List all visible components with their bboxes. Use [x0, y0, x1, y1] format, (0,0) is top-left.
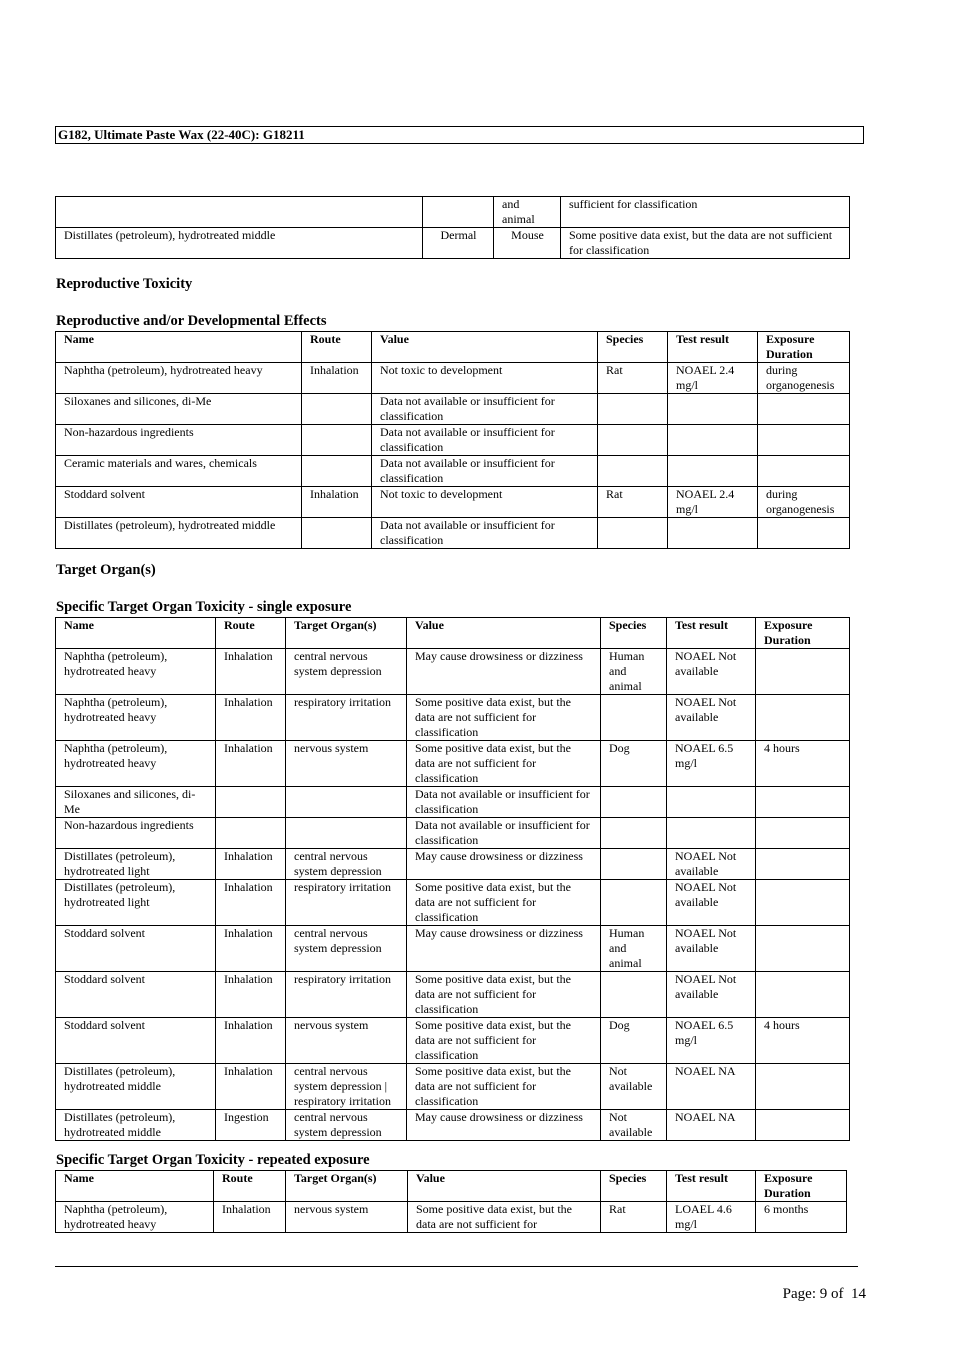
table-cell: Distillates (petroleum), hydrotreated light: [56, 880, 216, 926]
table-cell: NOAEL 6.5 mg/l: [667, 741, 756, 787]
table-cell: [756, 787, 850, 818]
cell: [56, 197, 423, 228]
column-header: Value: [407, 618, 601, 649]
column-header: Exposure Duration: [756, 618, 850, 649]
column-header: Target Organ(s): [286, 618, 407, 649]
column-header: Test result: [667, 618, 756, 649]
repeated-exposure-heading: Specific Target Organ Toxicity - repeated exposure: [56, 1152, 370, 1168]
table-row: [56, 818, 850, 849]
table-cell: [598, 425, 668, 456]
table-cell: Human and animal: [601, 649, 667, 695]
table-cell: NOAEL 6.5 mg/l: [667, 1018, 756, 1064]
table-cell: Distillates (petroleum), hydrotreated light: [56, 849, 216, 880]
table-cell: [302, 456, 372, 487]
table-cell: Not toxic to development: [372, 487, 598, 518]
table-cell: [601, 695, 667, 741]
table-cell: Inhalation: [216, 649, 286, 695]
table-cell: [758, 456, 850, 487]
table-cell: during organogenesis: [758, 487, 850, 518]
table-cell: Naphtha (petroleum), hydrotreated heavy: [56, 363, 302, 394]
table-cell: central nervous system depression: [286, 926, 407, 972]
table-row: [56, 741, 850, 787]
table-cell: [601, 972, 667, 1018]
table-cell: [756, 818, 850, 849]
footer-divider: [55, 1266, 858, 1267]
table-cell: Naphtha (petroleum), hydrotreated heavy: [56, 1202, 214, 1233]
column-header: Species: [601, 618, 667, 649]
table-cell: NOAEL 2.4 mg/l: [668, 363, 758, 394]
table-cell: May cause drowsiness or dizziness: [407, 926, 601, 972]
continued-table: [55, 196, 850, 259]
column-header: Value: [372, 332, 598, 363]
table-cell: Rat: [598, 363, 668, 394]
table-cell: Not available: [601, 1064, 667, 1110]
table-cell: [756, 649, 850, 695]
table-cell: Ingestion: [216, 1110, 286, 1141]
table-cell: NOAEL NA: [667, 1064, 756, 1110]
table-cell: [756, 849, 850, 880]
table-cell: Non-hazardous ingredients: [56, 818, 216, 849]
table-cell: 4 hours: [756, 1018, 850, 1064]
table-cell: [756, 972, 850, 1018]
table-row: [56, 1202, 847, 1233]
table-cell: [302, 394, 372, 425]
table-cell: Distillates (petroleum), hydrotreated middle: [56, 1110, 216, 1141]
table-cell: [758, 425, 850, 456]
column-header: Test result: [667, 1171, 756, 1202]
table-row: [56, 518, 850, 549]
table-row: [56, 972, 850, 1018]
table-row: [56, 849, 850, 880]
table-cell: Human and animal: [601, 926, 667, 972]
table-cell: Inhalation: [216, 880, 286, 926]
target-organs-heading: Target Organ(s): [56, 562, 156, 578]
single-exposure-heading: Specific Target Organ Toxicity - single exposure: [56, 599, 352, 615]
table-cell: [756, 926, 850, 972]
table-cell: Stoddard solvent: [56, 926, 216, 972]
table-row: [56, 695, 850, 741]
table-cell: Some positive data exist, but the data are not sufficient for classification: [407, 1018, 601, 1064]
table-row: [56, 228, 850, 259]
table-row: [56, 926, 850, 972]
table-cell: Inhalation: [216, 1018, 286, 1064]
table-cell: central nervous system depression: [286, 1110, 407, 1141]
table-cell: Naphtha (petroleum), hydrotreated heavy: [56, 695, 216, 741]
table-cell: [216, 787, 286, 818]
table-cell: [668, 394, 758, 425]
table-row: [56, 649, 850, 695]
table-cell: NOAEL Not available: [667, 649, 756, 695]
column-header: Name: [56, 332, 302, 363]
table-cell: Inhalation: [216, 849, 286, 880]
table-row: [56, 1110, 850, 1141]
table-row: [56, 363, 850, 394]
table-cell: [756, 1064, 850, 1110]
table-cell: [598, 394, 668, 425]
table-cell: Some positive data exist, but the data are not sufficient for classification: [407, 880, 601, 926]
table-cell: Data not available or insufficient for classification: [372, 425, 598, 456]
table-cell: Stoddard solvent: [56, 972, 216, 1018]
table-cell: 4 hours: [756, 741, 850, 787]
table-cell: [601, 880, 667, 926]
table-cell: Inhalation: [302, 487, 372, 518]
cell: [423, 197, 494, 228]
table-cell: Ceramic materials and wares, chemicals: [56, 456, 302, 487]
table-cell: [601, 849, 667, 880]
table-cell: central nervous system depression | respiratory irritation: [286, 1064, 407, 1110]
table-cell: NOAEL 2.4 mg/l: [668, 487, 758, 518]
table-cell: 6 months: [756, 1202, 847, 1233]
table-cell: respiratory irritation: [286, 695, 407, 741]
table-cell: central nervous system depression: [286, 649, 407, 695]
table-cell: [598, 518, 668, 549]
table-row: [56, 787, 850, 818]
table-cell: Not toxic to development: [372, 363, 598, 394]
table-cell: [302, 518, 372, 549]
document-header: G182, Ultimate Paste Wax (22-40C): G18211: [55, 126, 864, 144]
table-cell: NOAEL Not available: [667, 849, 756, 880]
cell: Mouse: [494, 228, 561, 259]
reproductive-toxicity-heading: Reproductive Toxicity: [56, 276, 193, 292]
table-cell: Inhalation: [216, 972, 286, 1018]
table-cell: May cause drowsiness or dizziness: [407, 649, 601, 695]
table-cell: [668, 518, 758, 549]
table-cell: [668, 456, 758, 487]
table-cell: respiratory irritation: [286, 972, 407, 1018]
column-header: Exposure Duration: [758, 332, 850, 363]
table-cell: NOAEL Not available: [667, 695, 756, 741]
table-cell: [216, 818, 286, 849]
table-cell: [756, 1110, 850, 1141]
column-header: Target Organ(s): [286, 1171, 408, 1202]
cell: Dermal: [423, 228, 494, 259]
table-cell: central nervous system depression: [286, 849, 407, 880]
table-cell: May cause drowsiness or dizziness: [407, 1110, 601, 1141]
reproductive-effects-heading: Reproductive and/or Developmental Effects: [56, 313, 327, 329]
table-cell: Siloxanes and silicones, di-Me: [56, 394, 302, 425]
table-cell: [598, 456, 668, 487]
table-cell: Naphtha (petroleum), hydrotreated heavy: [56, 649, 216, 695]
table-cell: Distillates (petroleum), hydrotreated middle: [56, 518, 302, 549]
table-cell: Rat: [598, 487, 668, 518]
table-cell: nervous system: [286, 1202, 408, 1233]
table-cell: Inhalation: [214, 1202, 286, 1233]
table-cell: nervous system: [286, 1018, 407, 1064]
table-row: [56, 1018, 850, 1064]
table-cell: [286, 787, 407, 818]
table-cell: Stoddard solvent: [56, 487, 302, 518]
table-cell: Data not available or insufficient for classification: [407, 818, 601, 849]
column-header: Test result: [668, 332, 758, 363]
table-cell: [286, 818, 407, 849]
table-header-row: [56, 618, 850, 649]
table-cell: NOAEL Not available: [667, 926, 756, 972]
table-row: [56, 425, 850, 456]
column-header: Name: [56, 1171, 214, 1202]
table-cell: Dog: [601, 741, 667, 787]
column-header: Exposure Duration: [756, 1171, 847, 1202]
table-cell: Some positive data exist, but the data are not sufficient for classification: [407, 741, 601, 787]
column-header: Species: [601, 1171, 667, 1202]
table-cell: Rat: [601, 1202, 667, 1233]
column-header: Route: [216, 618, 286, 649]
table-cell: Inhalation: [216, 926, 286, 972]
table-cell: Distillates (petroleum), hydrotreated middle: [56, 1064, 216, 1110]
table-cell: [302, 425, 372, 456]
cell: and animal: [494, 197, 561, 228]
table-cell: Inhalation: [216, 695, 286, 741]
table-cell: [758, 518, 850, 549]
table-cell: during organogenesis: [758, 363, 850, 394]
table-row: [56, 197, 850, 228]
single-exposure-table: [55, 617, 850, 1141]
column-header: Name: [56, 618, 216, 649]
table-cell: [756, 695, 850, 741]
table-cell: [758, 394, 850, 425]
table-cell: respiratory irritation: [286, 880, 407, 926]
table-cell: May cause drowsiness or dizziness: [407, 849, 601, 880]
cell: sufficient for classification: [561, 197, 850, 228]
table-cell: Dog: [601, 1018, 667, 1064]
repeated-exposure-table: [55, 1170, 847, 1233]
table-cell: [601, 787, 667, 818]
table-cell: NOAEL Not available: [667, 880, 756, 926]
table-cell: Inhalation: [216, 741, 286, 787]
table-cell: Some positive data exist, but the data are not sufficient for classification: [407, 972, 601, 1018]
reproductive-effects-table: [55, 331, 850, 549]
column-header: Route: [302, 332, 372, 363]
table-cell: [667, 787, 756, 818]
table-row: [56, 487, 850, 518]
table-cell: [601, 818, 667, 849]
table-cell: Some positive data exist, but the data are not sufficient for classification: [407, 695, 601, 741]
table-cell: Data not available or insufficient for classification: [372, 518, 598, 549]
table-cell: Some positive data exist, but the data are not sufficient for: [408, 1202, 601, 1233]
table-row: [56, 394, 850, 425]
column-header: Value: [408, 1171, 601, 1202]
table-cell: nervous system: [286, 741, 407, 787]
table-cell: [667, 818, 756, 849]
column-header: Species: [598, 332, 668, 363]
table-cell: LOAEL 4.6 mg/l: [667, 1202, 756, 1233]
cell: Distillates (petroleum), hydrotreated middle: [56, 228, 423, 259]
table-cell: [668, 425, 758, 456]
table-cell: Stoddard solvent: [56, 1018, 216, 1064]
page-number: Page: 9 of 14: [782, 1286, 866, 1302]
table-cell: Non-hazardous ingredients: [56, 425, 302, 456]
table-cell: Some positive data exist, but the data are not sufficient for classification: [407, 1064, 601, 1110]
table-cell: Data not available or insufficient for classification: [407, 787, 601, 818]
table-cell: NOAEL Not available: [667, 972, 756, 1018]
table-cell: Inhalation: [302, 363, 372, 394]
table-row: [56, 880, 850, 926]
table-cell: Data not available or insufficient for classification: [372, 456, 598, 487]
table-cell: [756, 880, 850, 926]
table-row: [56, 456, 850, 487]
table-cell: Not available: [601, 1110, 667, 1141]
column-header: Route: [214, 1171, 286, 1202]
table-header-row: [56, 332, 850, 363]
table-header-row: [56, 1171, 847, 1202]
table-row: [56, 1064, 850, 1110]
table-cell: Siloxanes and silicones, di-Me: [56, 787, 216, 818]
table-cell: Inhalation: [216, 1064, 286, 1110]
table-cell: Naphtha (petroleum), hydrotreated heavy: [56, 741, 216, 787]
cell: Some positive data exist, but the data are not sufficient for classification: [561, 228, 850, 259]
table-cell: NOAEL NA: [667, 1110, 756, 1141]
table-cell: Data not available or insufficient for classification: [372, 394, 598, 425]
